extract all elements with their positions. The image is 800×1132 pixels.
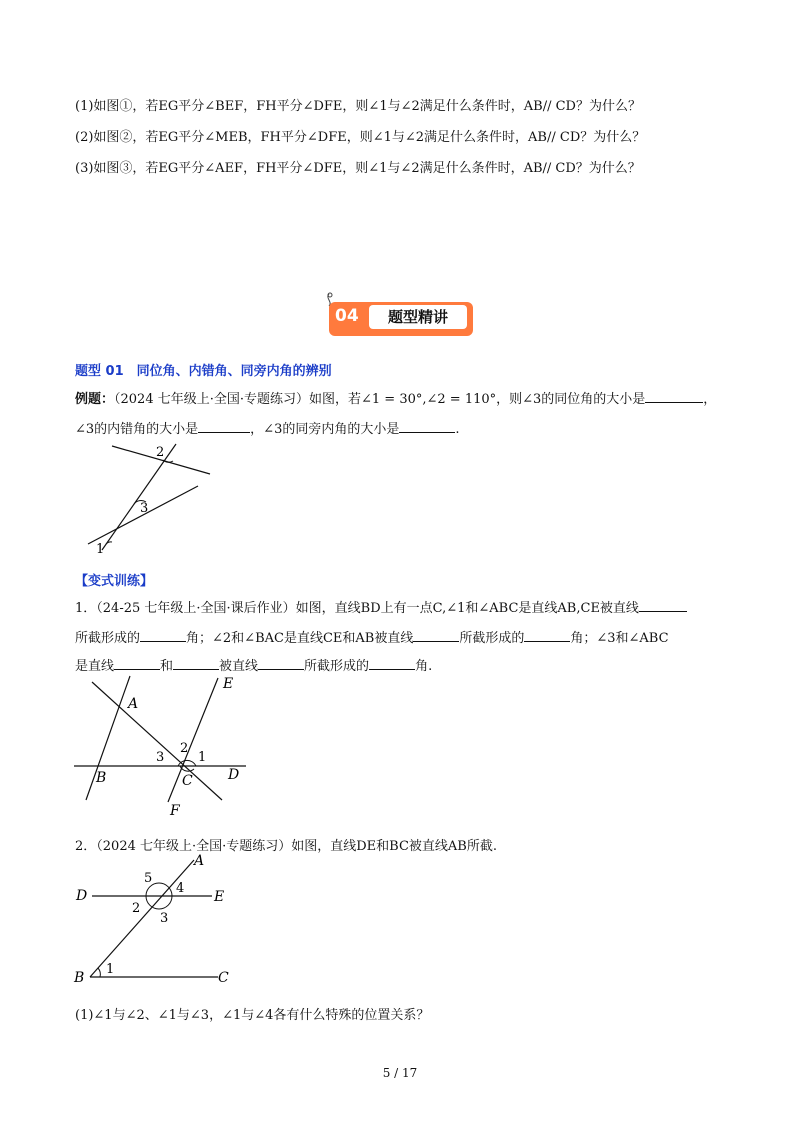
example-text-2b: ，∠3的同旁内角的大小是 — [250, 422, 400, 437]
p1-text: 被直线 — [219, 659, 259, 674]
fig3-label-c: C — [218, 970, 229, 986]
fig1-label-3: 3 — [140, 501, 149, 516]
practice-title: 【变式训练】 — [75, 574, 154, 589]
example-punct: ， — [703, 392, 717, 407]
fig3-label-1: 1 — [106, 962, 115, 977]
fig2-label-e: E — [223, 676, 234, 692]
fig1-label-1: 1 — [96, 542, 105, 556]
line-ab — [86, 676, 130, 800]
answer-blank[interactable] — [524, 629, 570, 642]
section-banner — [325, 298, 475, 340]
question-1: (1)如图①，若EG平分∠BEF，FH平分∠DFE，则∠1与∠2满足什么条件时，AB// CD？为什么？ — [75, 99, 641, 114]
page-number: 5 / 17 — [382, 1066, 418, 1080]
p1-text: 角；∠3和∠ABC — [570, 631, 669, 646]
fig3-label-4: 4 — [176, 881, 185, 896]
figure-practice-1 — [70, 672, 250, 820]
p1-text: 角；∠2和∠BAC是直线CE和AB被直线 — [186, 631, 414, 646]
fig3-label-b: B — [74, 970, 85, 986]
banner-number: 04 — [335, 306, 359, 326]
p1-text: 1．（24-25 七年级上·全国·课后作业）如图，直线BD上有一点C,∠1和∠ABC是直线AB,CE被直线 — [75, 601, 639, 616]
fig2-label-f: F — [170, 803, 180, 819]
question-3: (3)如图③，若EG平分∠AEF，FH平分∠DFE，则∠1与∠2满足什么条件时，AB// CD？为什么？ — [75, 161, 641, 176]
practice-2-question-1: (1)∠1与∠2、∠1与∠3，∠1与∠4各有什么特殊的位置关系？ — [75, 1008, 430, 1023]
line-ab — [90, 860, 194, 977]
example-label: 例题： — [75, 392, 115, 407]
fig3-label-5: 5 — [144, 871, 153, 886]
answer-blank[interactable] — [413, 629, 459, 642]
answer-blank[interactable] — [198, 420, 250, 433]
example-line-1 — [75, 388, 716, 407]
p1-text: 和 — [160, 659, 174, 674]
figure-practice-2 — [70, 852, 250, 992]
p1-text: 角. — [415, 659, 433, 674]
line-ce — [168, 678, 218, 802]
fig2-label-d: D — [228, 767, 240, 783]
line-ac — [92, 682, 222, 800]
banner-title: 题型精讲 — [369, 305, 467, 329]
p1-text: 所截形成的 — [459, 631, 525, 646]
fig2-label-1: 1 — [198, 750, 207, 765]
example-punct: . — [455, 422, 460, 437]
fig3-label-2: 2 — [132, 901, 141, 916]
answer-blank[interactable] — [114, 657, 160, 670]
answer-blank[interactable] — [399, 420, 455, 433]
section-title: 题型 01 同位角、内错角、同旁内角的辨别 — [75, 364, 332, 379]
fig2-label-c: C — [182, 773, 193, 789]
practice-1-line-1 — [75, 597, 687, 616]
fig2-label-3: 3 — [156, 750, 165, 765]
angle-arc-1 — [98, 968, 100, 977]
p1-text: 所截形成的 — [75, 631, 141, 646]
fig3-label-a: A — [194, 853, 205, 869]
answer-blank[interactable] — [258, 657, 304, 670]
answer-blank[interactable] — [173, 657, 219, 670]
fig2-label-a: A — [128, 696, 139, 712]
fig2-label-2: 2 — [180, 741, 189, 756]
fig3-label-d: D — [76, 888, 88, 904]
p1-text: 所截形成的 — [304, 659, 370, 674]
example-text-2a: ∠3的内错角的大小是 — [75, 422, 199, 437]
example-line-2 — [75, 418, 459, 437]
fig2-label-b: B — [96, 770, 107, 786]
figure-example — [80, 436, 220, 556]
practice-2-line: 2．（2024 七年级上·全国·专题练习）如图，直线DE和BC被直线AB所截. — [75, 839, 497, 854]
example-text-1: （2024 七年级上·全国·专题练习）如图，若∠1 = 30°,∠2 = 110°，则∠3的同位角的大小是 — [114, 392, 646, 407]
practice-1-line-2 — [75, 627, 669, 646]
fig3-label-3: 3 — [160, 911, 169, 926]
fig1-label-2: 2 — [156, 445, 165, 460]
answer-blank[interactable] — [140, 629, 186, 642]
fig3-label-e: E — [214, 889, 225, 905]
line-transversal — [102, 444, 176, 550]
answer-blank[interactable] — [639, 599, 687, 612]
answer-blank[interactable] — [645, 390, 703, 403]
question-2: (2)如图②，若EG平分∠MEB，FH平分∠DFE，则∠1与∠2满足什么条件时，AB// CD？为什么？ — [75, 130, 646, 145]
p1-text: 是直线 — [75, 659, 115, 674]
answer-blank[interactable] — [369, 657, 415, 670]
